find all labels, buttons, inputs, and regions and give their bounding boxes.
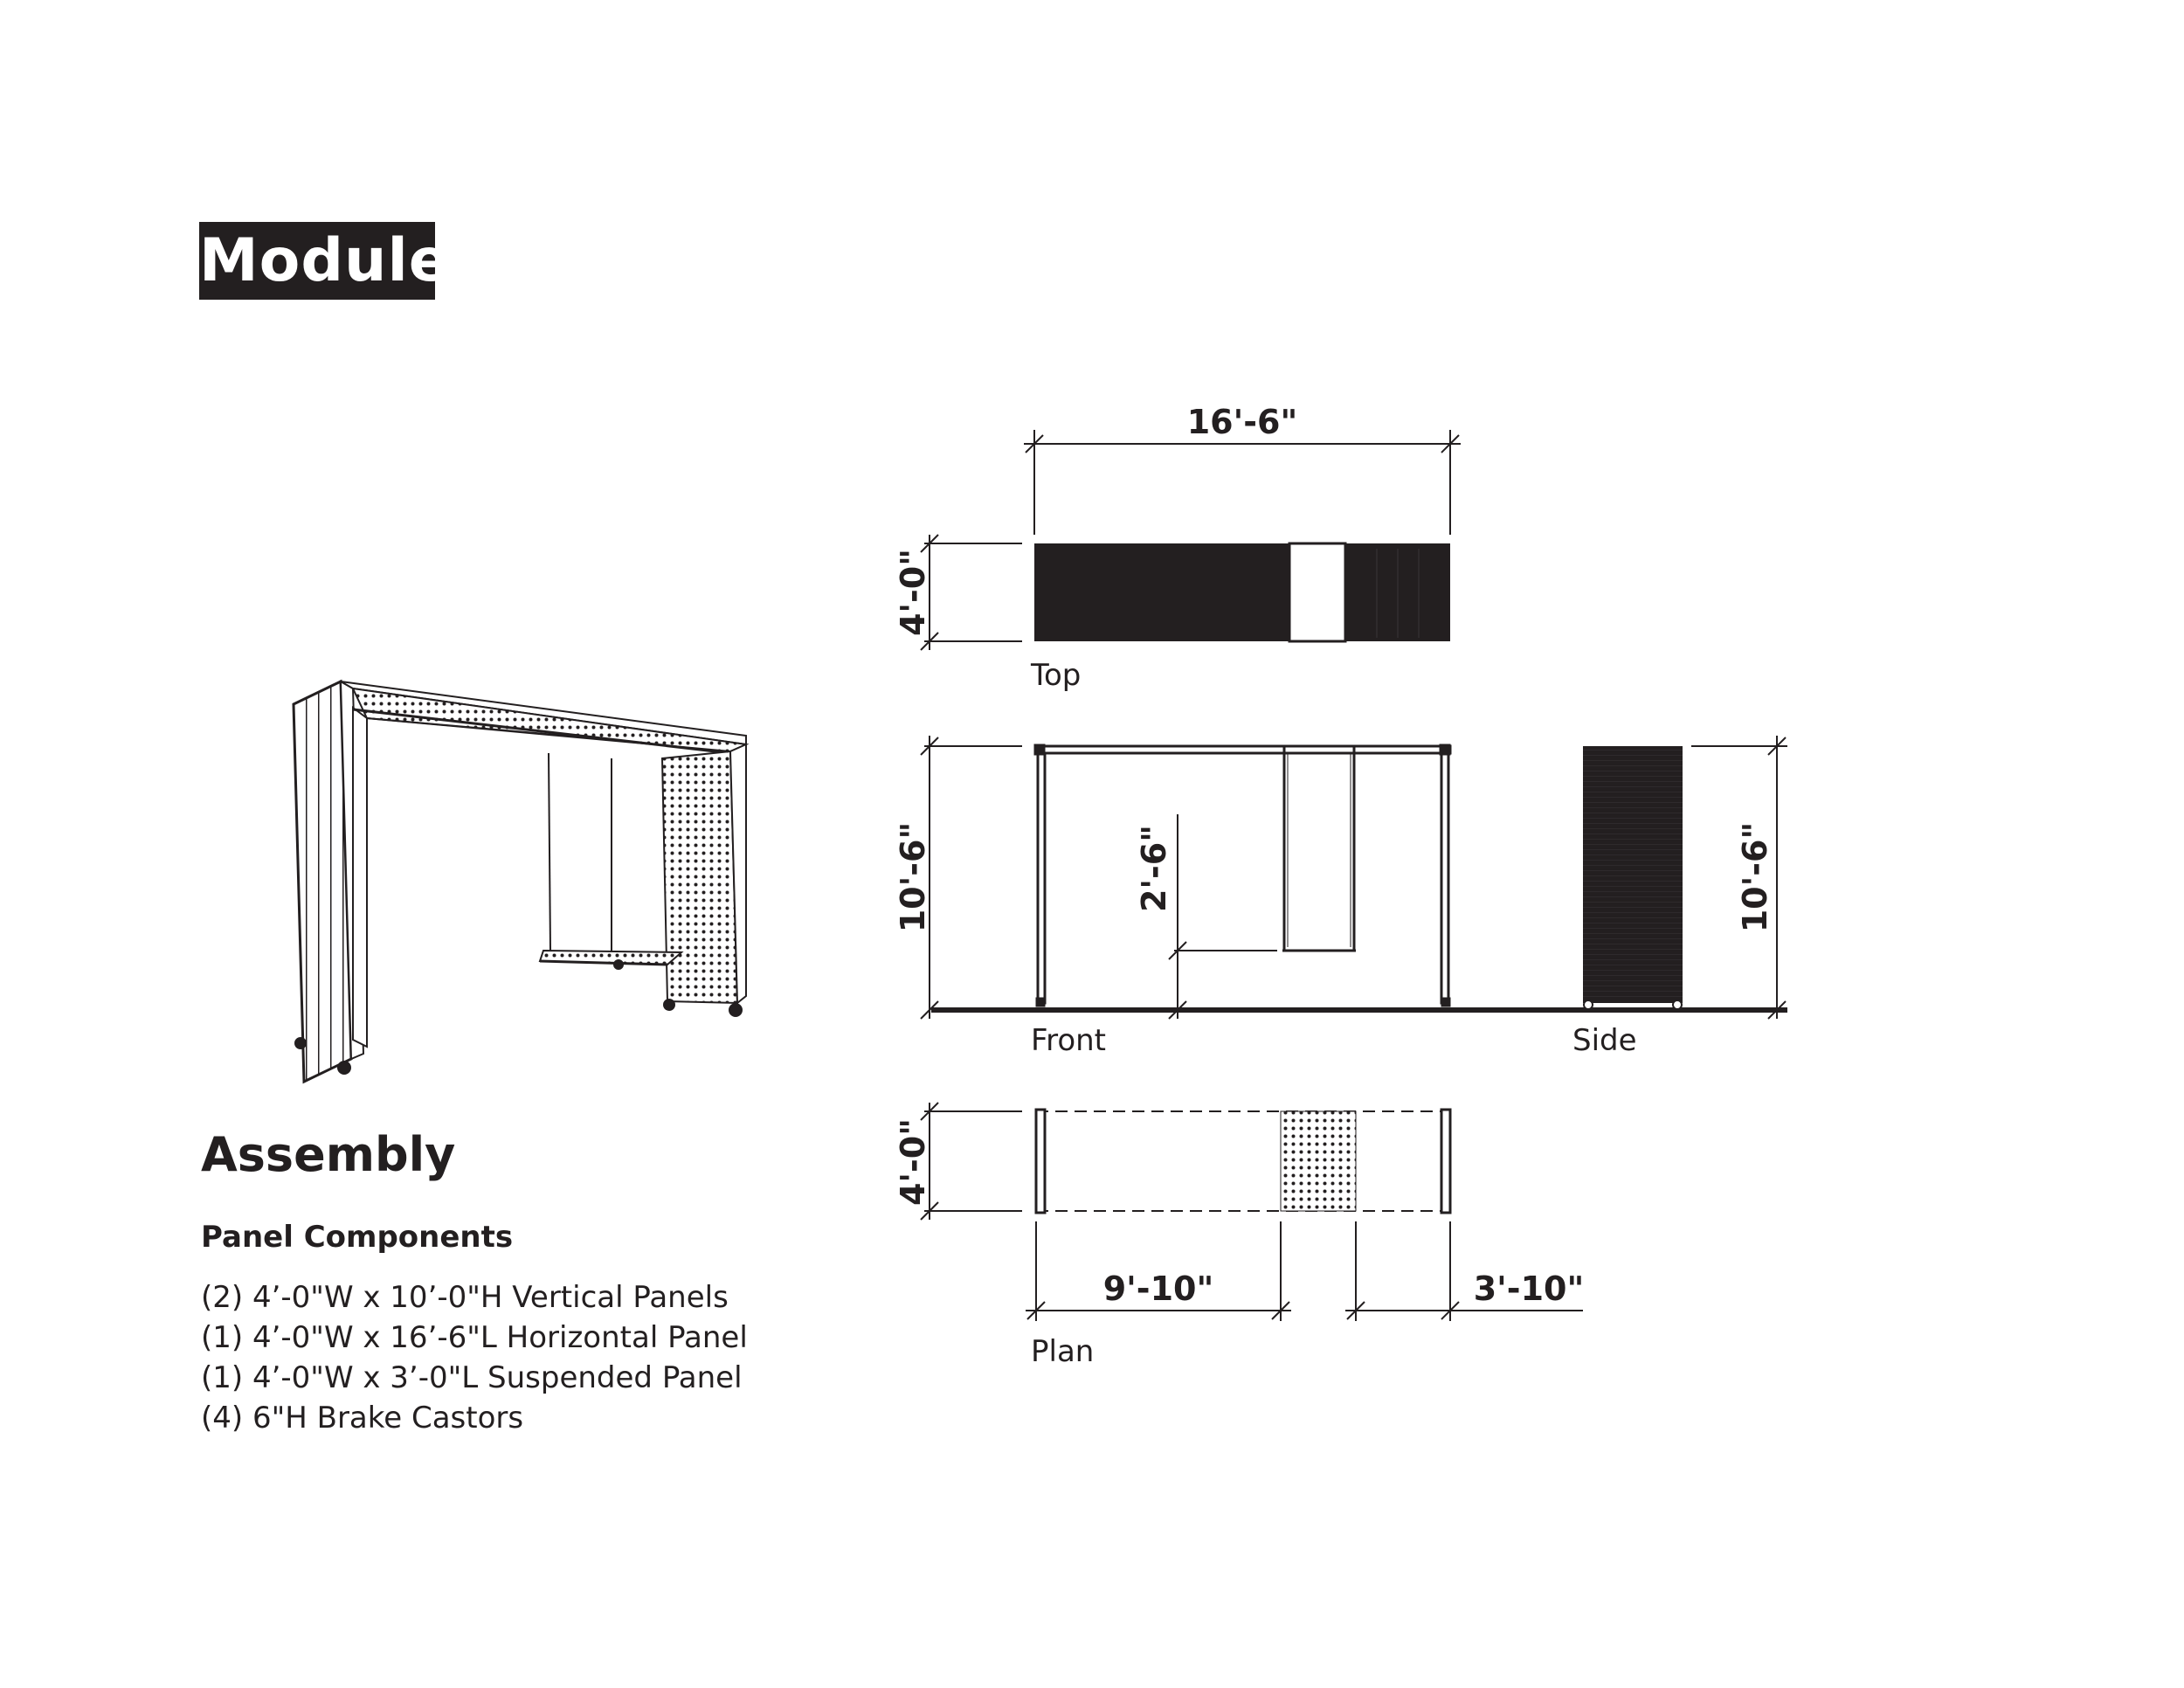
module-isometric-illustration bbox=[294, 681, 746, 1082]
top-width-dimension bbox=[921, 535, 1022, 650]
front-height-dimension bbox=[921, 736, 1022, 1019]
component-list bbox=[201, 1277, 748, 1438]
component-item: (2) 4’-0"W x 10’-0"H Vertical Panels bbox=[201, 1280, 729, 1315]
top-view-label: Top bbox=[1031, 658, 1082, 693]
front-view-label: Front bbox=[1031, 1023, 1106, 1058]
module-title: Module bbox=[199, 222, 435, 300]
plan-left-span-label: 9'-10" bbox=[1102, 1269, 1214, 1308]
plan-width-dimension bbox=[921, 1103, 1022, 1220]
front-height-label: 10'-6" bbox=[894, 821, 932, 933]
plan-right-panel bbox=[1441, 1110, 1450, 1213]
plan-view-label: Plan bbox=[1031, 1334, 1095, 1369]
component-item: (1) 4’-0"W x 16’-6"L Horizontal Panel bbox=[201, 1320, 748, 1355]
plan-view bbox=[894, 1103, 1584, 1369]
suspension-height-dimension bbox=[1169, 814, 1277, 1019]
plan-right-span-label: 3'-10" bbox=[1473, 1269, 1585, 1308]
component-item: (4) 6"H Brake Castors bbox=[201, 1401, 524, 1435]
suspension-height-label: 2'-6" bbox=[1135, 824, 1173, 913]
top-view-opening bbox=[1289, 543, 1345, 641]
plan-suspended-panel bbox=[1281, 1111, 1356, 1211]
panel-components-heading: Panel Components bbox=[201, 1220, 514, 1255]
component-item: (1) 4’-0"W x 3’-0"L Suspended Panel bbox=[201, 1360, 743, 1395]
top-view bbox=[894, 403, 1461, 693]
front-suspended-panel bbox=[1282, 746, 1356, 951]
front-frame bbox=[1034, 744, 1450, 1007]
top-width-label: 4'-0" bbox=[894, 548, 932, 637]
right-vertical-panel bbox=[662, 744, 746, 1016]
suspended-panel bbox=[540, 951, 681, 969]
top-length-label: 16'-6" bbox=[1186, 403, 1298, 441]
top-view-panel bbox=[1034, 543, 1450, 641]
plan-width-label: 4'-0" bbox=[894, 1117, 932, 1207]
side-view-panel bbox=[1583, 746, 1683, 998]
top-length-dimension bbox=[1024, 430, 1461, 535]
plan-left-panel bbox=[1036, 1110, 1045, 1213]
side-height-label: 10'-6" bbox=[1736, 821, 1774, 933]
side-view-label: Side bbox=[1572, 1023, 1637, 1058]
assembly-heading: Assembly bbox=[201, 1127, 456, 1182]
